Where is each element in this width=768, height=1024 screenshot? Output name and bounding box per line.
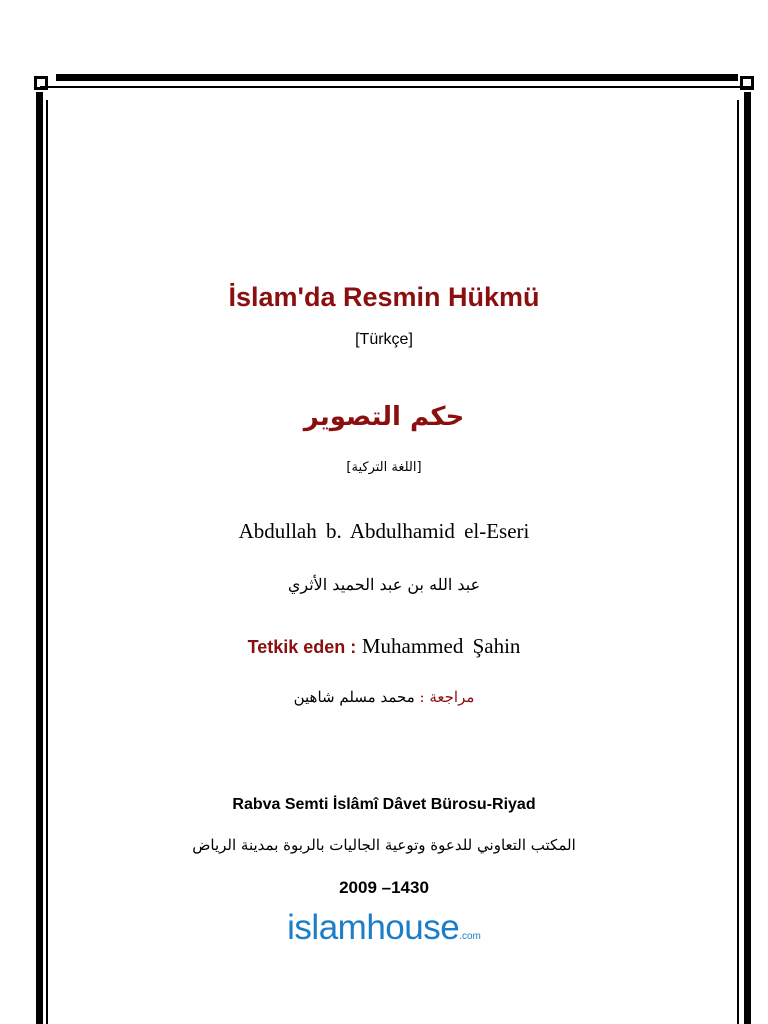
islamhouse-logo bbox=[0, 908, 768, 948]
author-turkish: Abdullah b. Abdulhamid el-Eseri bbox=[238, 519, 530, 543]
frame-top-inner-border bbox=[40, 86, 754, 88]
frame-top-border bbox=[56, 74, 738, 81]
language-arabic: [اللغة التركية] bbox=[346, 460, 422, 475]
reviewer-turkish bbox=[0, 634, 768, 659]
reviewer-label-arabic: مراجعة : bbox=[419, 688, 475, 706]
publication-years: 2009 –1430 bbox=[339, 878, 429, 897]
logo-text: islamhouse bbox=[287, 908, 460, 947]
reviewer-name-arabic: محمد مسلم شاهين bbox=[293, 688, 415, 706]
publisher-turkish: Rabva Semti İslâmî Dâvet Bürosu-Riyad bbox=[232, 796, 536, 813]
reviewer-label: Tetkik eden : bbox=[247, 637, 357, 657]
logo-suffix: .com bbox=[459, 931, 481, 942]
language-turkish: [Türkçe] bbox=[355, 331, 413, 348]
author-arabic: عبد الله بن عبد الحميد الأثري bbox=[287, 575, 481, 594]
frame-corner-top-left bbox=[34, 76, 48, 90]
publisher-arabic: المكتب التعاوني للدعوة وتوعية الجاليات بالربوة بمدينة الرياض bbox=[192, 836, 576, 854]
reviewer-name: Muhammed Şahin bbox=[361, 634, 521, 658]
reviewer-arabic bbox=[0, 688, 768, 706]
title-arabic: حكم التصوير bbox=[303, 402, 465, 432]
title-turkish: İslam'da Resmin Hükmü bbox=[228, 282, 540, 312]
frame-corner-top-right bbox=[740, 76, 754, 90]
